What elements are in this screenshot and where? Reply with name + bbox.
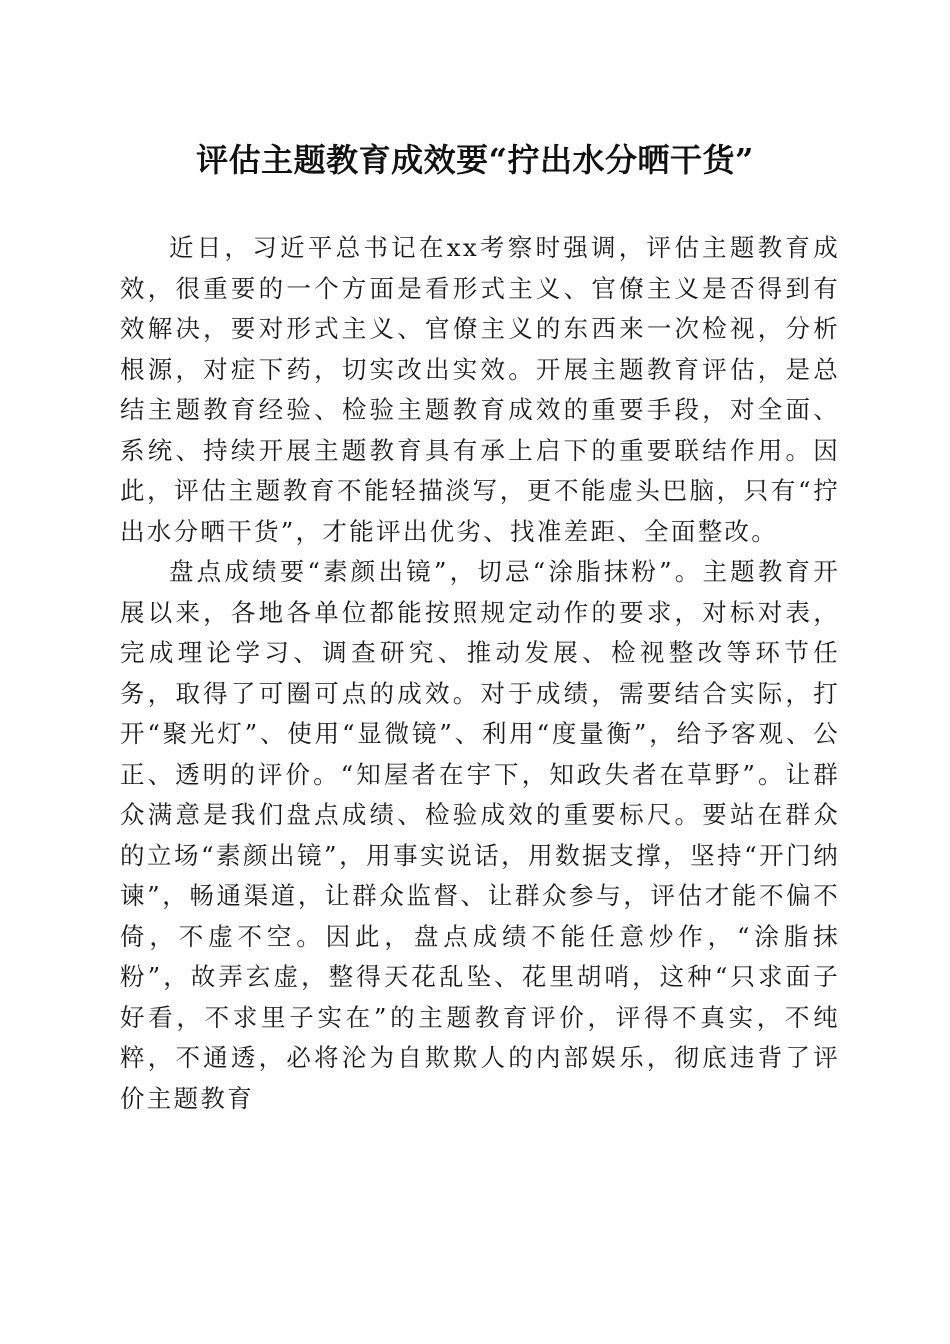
paragraph-intro: 近日，习近平总书记在xx考察时强调，评估主题教育成效，很重要的一个方面是看形式主义、官僚主义是否得到有效解决，要对形式主义、官僚主义的东西来一次检视，分析根源，对症下药，切实改出实效。开展主题教育评估，是总结主题教育经验、检验主题教育成效的重要手段，对全面、系统、持续开展主题教育具有承上启下的重要联结作用。因此，评估主题教育不能轻描淡写，更不能虚头巴脑，只有“拧出水分晒干货”，才能评出优劣、找准差距、全面整改。 xyxy=(120,233,840,546)
document-body xyxy=(120,228,840,1119)
paragraph-achievements: 盘点成绩要“素颜出镜”，切忌“涂脂抹粉”。主题教育开展以来，各地各单位都能按照规定动作的要求，对标对表，完成理论学习、调查研究、推动发展、检视整改等环节任务，取得了可圈可点的成效。对于成绩，需要结合实际，打开“聚光灯”、使用“显微镜”、利用“度量衡”，给予客观、公正、透明的评价。“知屋者在宇下，知政失者在草野”。让群众满意是我们盘点成绩、检验成效的重要标尺。要站在群众的立场“素颜出镜”，用事实说话，用数据支撑，坚持“开门纳谏”，畅通渠道，让群众监督、让群众参与，评估才能不偏不倚，不虚不空。因此，盘点成绩不能任意炒作，“涂脂抹粉”，故弄玄虚，整得天花乱坠、花里胡哨，这种“只求面子好看，不求里子实在”的主题教育评价，评得不真实，不纯粹，不通透，必将沦为自欺欺人的内部娱乐，彻底违背了评价主题教育 xyxy=(120,557,840,1113)
document-title: 评估主题教育成效要“拧出水分晒干货” xyxy=(196,141,754,179)
